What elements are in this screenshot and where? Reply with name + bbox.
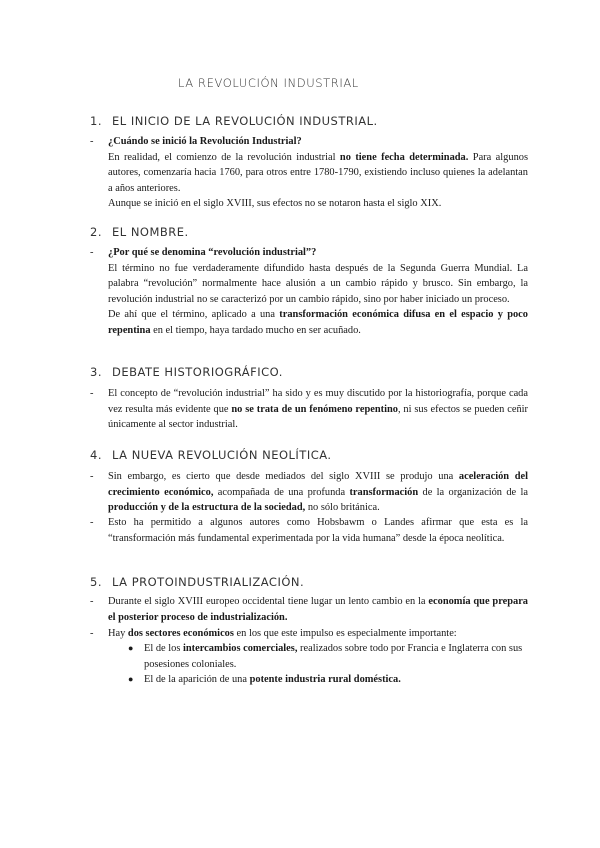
paragraph-text: no sólo británica. xyxy=(305,502,380,513)
section-number: 4. xyxy=(90,448,102,462)
list-dash: - xyxy=(90,517,94,528)
section-5-subitem-1 xyxy=(126,641,528,672)
emphasis: transformación económica difusa en el espacio y poco repentina xyxy=(108,309,528,336)
paragraph-text: En realidad, el comienzo de la revolución industrial xyxy=(108,151,340,163)
section-3-heading xyxy=(90,365,283,379)
section-number: 2. xyxy=(90,225,102,239)
paragraph: El término no fue verdaderamente difundido hasta después de la Segunda Guerra Mundial. La palabra “revolución” normalmente hace alusión a un cambio rápido y brusco. Sin embargo, la revolución industrial no se caracterizó por un cambio rápido, sino por haber iniciado un proceso. xyxy=(108,262,528,305)
paragraph-text: en los que este impulso es especialmente importante: xyxy=(233,628,457,639)
paragraph-text: Hay xyxy=(108,628,128,639)
bullet-icon: ● xyxy=(128,643,134,653)
paragraph-text: De ahí que el término, aplicado a una xyxy=(108,309,280,320)
section-5-item-2 xyxy=(90,626,528,642)
emphasis: producción y de la estructura de la sociedad, xyxy=(108,502,306,513)
section-4-heading xyxy=(90,448,332,462)
list-dash: - xyxy=(90,388,94,399)
section-5-heading xyxy=(90,575,304,589)
section-1-item xyxy=(90,134,528,212)
paragraph-text: El concepto de “revolución industrial” ha sido y es muy discutido por la historiografía, porque cada vez resulta más evidente que xyxy=(108,388,528,415)
emphasis: transformación xyxy=(349,486,419,498)
list-dash: - xyxy=(90,471,94,482)
section-number: 3. xyxy=(90,365,102,379)
section-3-item xyxy=(90,386,528,433)
emphasis: potente industria rural doméstica. xyxy=(249,674,401,685)
paragraph-text: Sin embargo, es cierto que desde mediados del siglo XVIII se produjo una xyxy=(108,471,459,482)
list-dash: - xyxy=(90,136,94,147)
paragraph-text: Para algunos autores, comenzaría hacia 1760, para otros entre 1780-1790, existiendo incluso quienes la adelantan a años anteriores. xyxy=(108,151,529,194)
bullet-icon: ● xyxy=(128,674,134,684)
section-4-item-1 xyxy=(90,469,528,516)
section-5-subitem-2 xyxy=(126,672,528,688)
section-2-heading xyxy=(90,225,189,239)
emphasis: economía que prepara el posterior proceso de industrialización. xyxy=(108,596,529,623)
list-dash: - xyxy=(90,247,94,258)
emphasis: dos sectores económicos xyxy=(127,628,234,639)
list-dash: - xyxy=(90,628,94,639)
paragraph: Aunque se inició en el siglo XVIII, sus efectos no se notaron hasta el siglo XIX. xyxy=(108,198,442,209)
section-5-item-1 xyxy=(90,594,528,625)
list-dash: - xyxy=(90,596,94,607)
section-title: DEBATE HISTORIOGRÁFICO. xyxy=(112,365,283,379)
section-number: 5. xyxy=(90,575,102,589)
section-2-item xyxy=(90,245,528,338)
section-number: 1. xyxy=(90,114,102,128)
question: ¿Por qué se denomina “revolución industrial”? xyxy=(108,247,317,258)
paragraph-text: en el tiempo, haya tardado mucho en ser acuñado. xyxy=(150,324,361,336)
document-title: LA REVOLUCIÓN INDUSTRIAL xyxy=(178,76,359,90)
paragraph-text: realizados sobre todo por Francia e Inglaterra con sus posesiones coloniales. xyxy=(144,643,523,670)
paragraph-text: Durante el siglo XVIII europeo occidental tiene lugar un lento cambio en la xyxy=(108,596,429,607)
paragraph-text: acompañada de una profunda xyxy=(213,486,350,498)
section-title: LA NUEVA REVOLUCIÓN NEOLÍTICA. xyxy=(112,448,332,462)
section-title: LA PROTOINDUSTRIALIZACIÓN. xyxy=(112,575,305,589)
emphasis: intercambios comerciales, xyxy=(182,643,298,654)
paragraph-text: El de los xyxy=(144,643,183,654)
section-1-heading xyxy=(90,114,378,128)
paragraph-text: de la organización de la xyxy=(418,486,528,498)
emphasis: aceleración del crecimiento económico, xyxy=(108,471,528,498)
section-title: EL NOMBRE. xyxy=(112,225,189,239)
paragraph: Esto ha permitido a algunos autores como Hobsbawm o Landes afirmar que esta es la “transformación más fundamental experimentada por la vida humana” desde la época neolítica. xyxy=(108,517,528,544)
section-4-item-2 xyxy=(90,515,528,546)
section-title: EL INICIO DE LA REVOLUCIÓN INDUSTRIAL. xyxy=(112,114,378,128)
paragraph-text: El de la aparición de una xyxy=(144,674,250,685)
emphasis: no se trata de un fenómeno repentino xyxy=(231,403,398,415)
question: ¿Cuándo se inició la Revolución Industrial? xyxy=(108,136,302,147)
paragraph-text: , ni sus efectos se pueden ceñir únicamente al sector industrial. xyxy=(108,403,528,430)
emphasis: no tiene fecha determinada. xyxy=(339,151,469,163)
